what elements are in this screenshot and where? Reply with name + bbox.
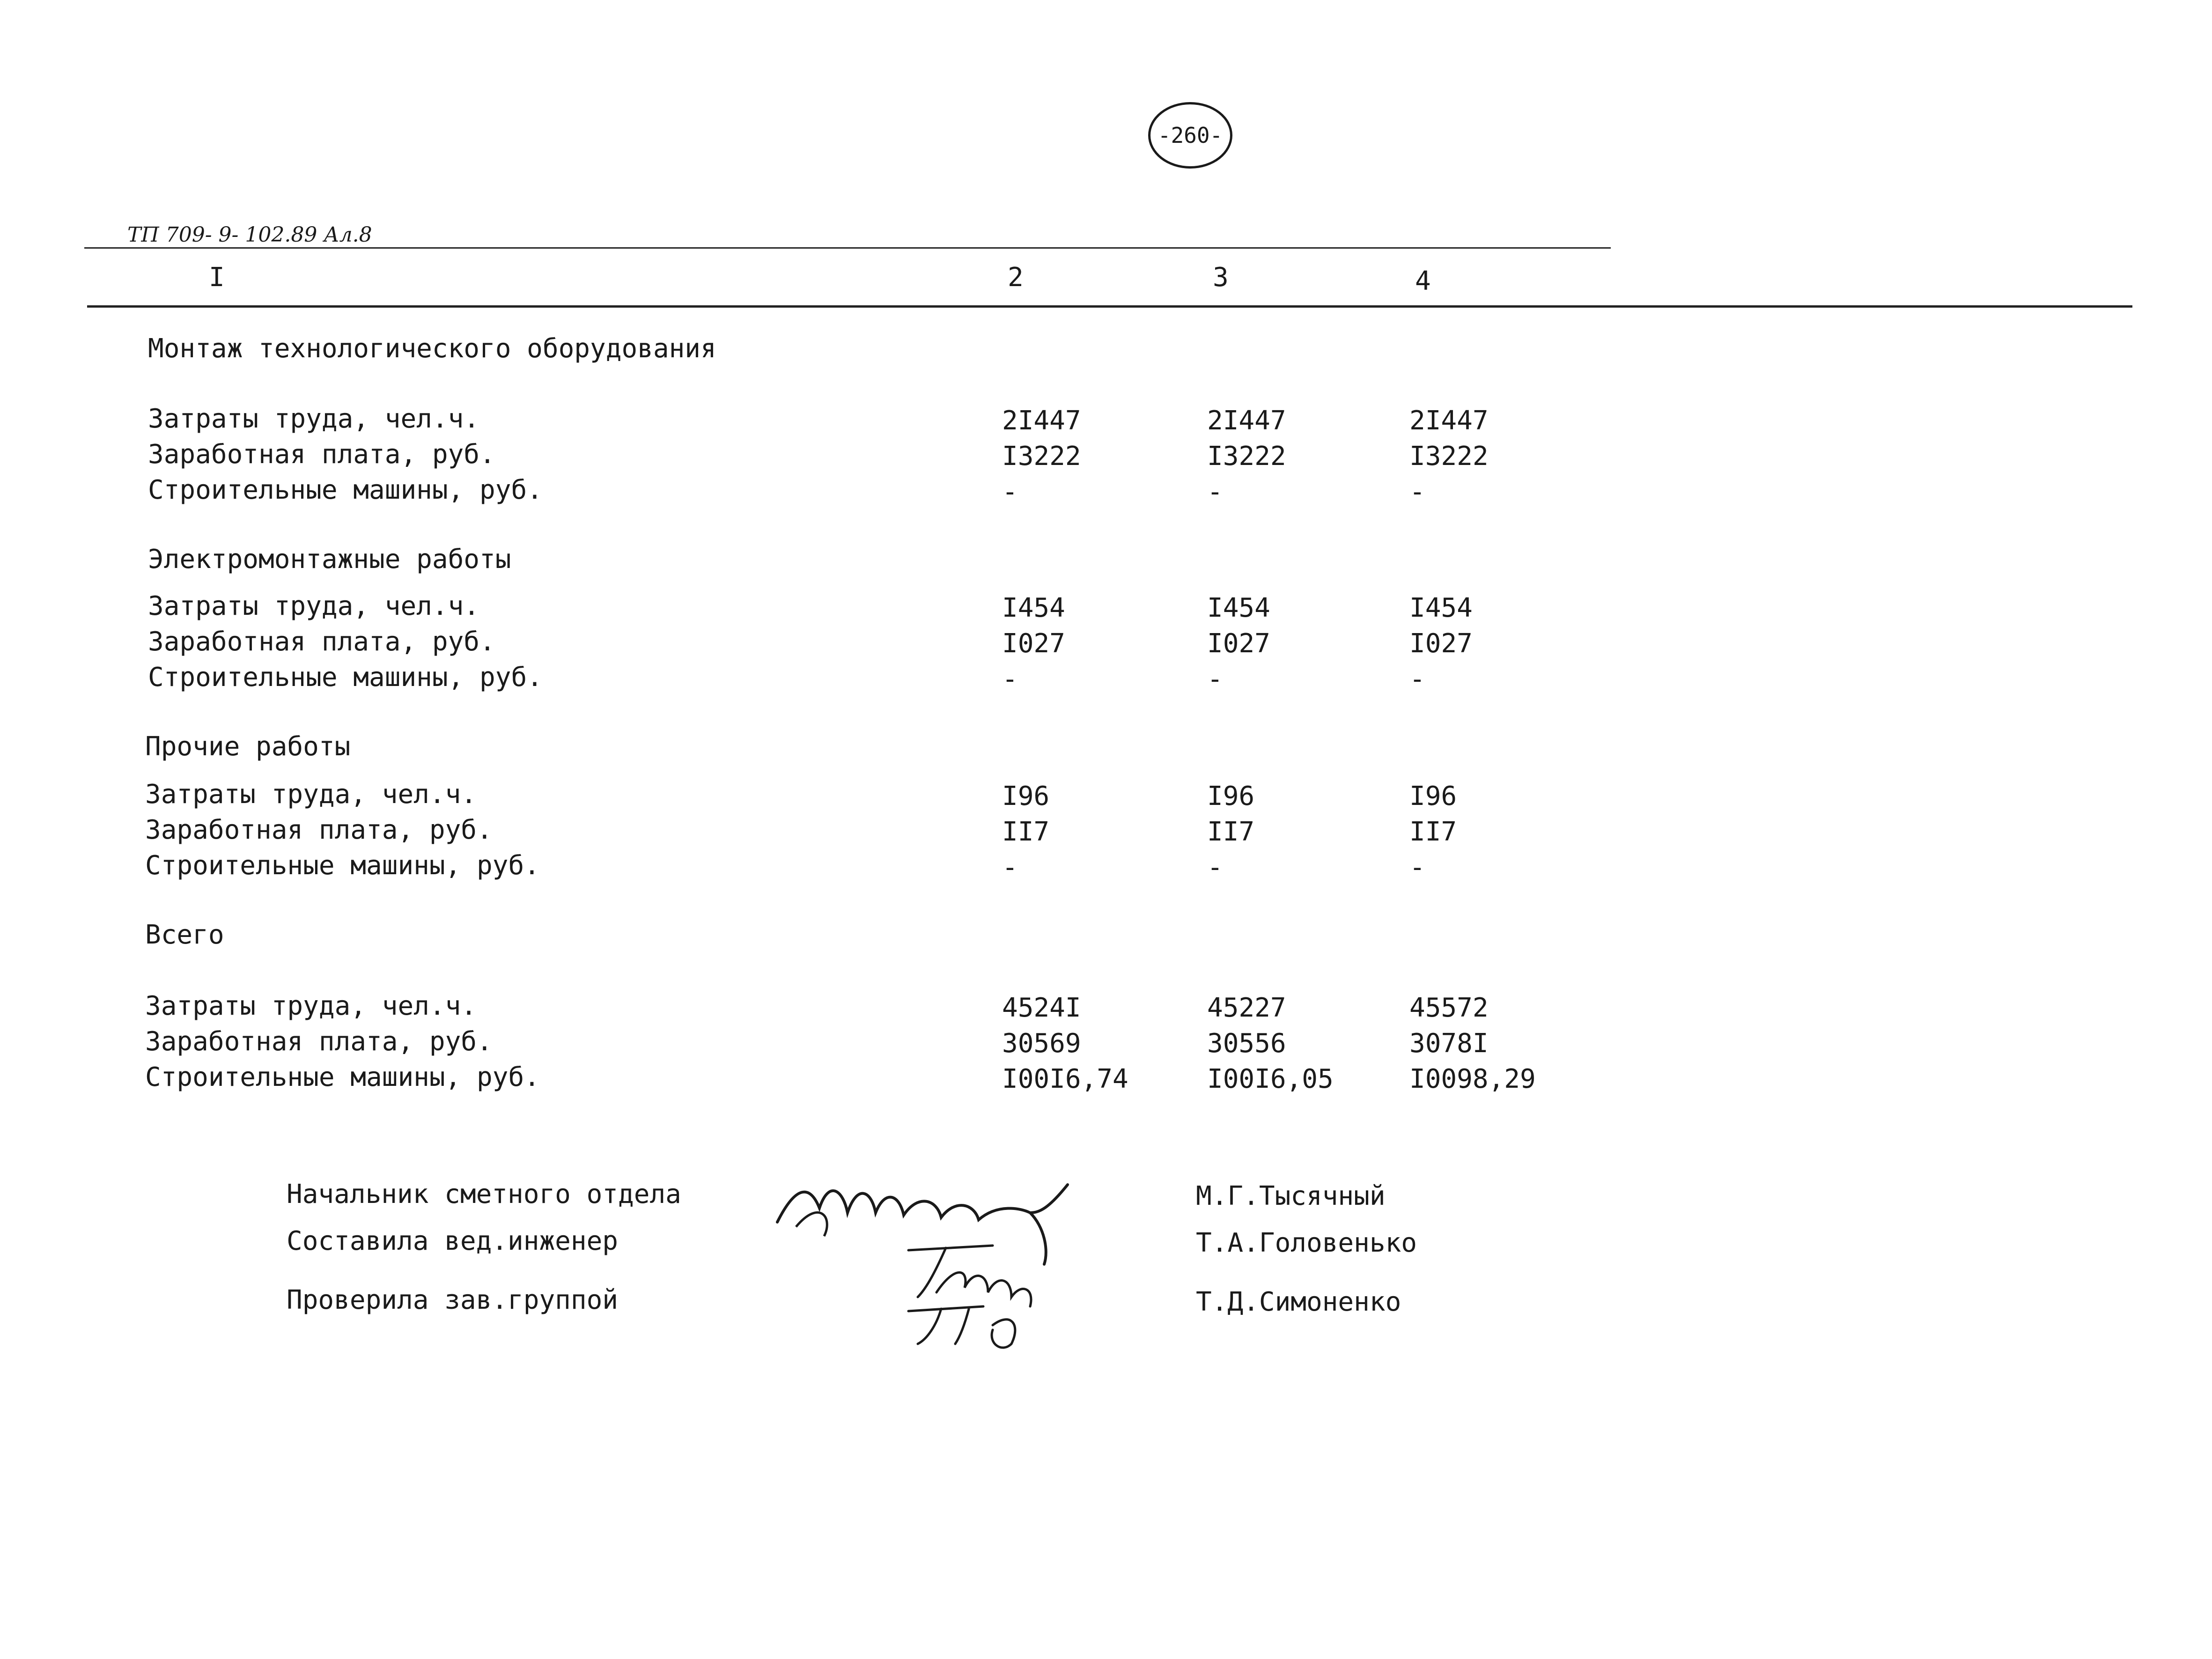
- cell-value: -: [1207, 477, 1223, 507]
- cell-value: I027: [1002, 628, 1065, 659]
- cell-value: II7: [1207, 817, 1255, 847]
- cell-value: II7: [1002, 817, 1050, 847]
- cell-value: 45227: [1207, 993, 1286, 1023]
- cell-value: I454: [1409, 593, 1473, 623]
- signature-role: Составила вед.инженер: [287, 1226, 619, 1256]
- cell-value: I96: [1207, 781, 1255, 811]
- cell-value: 30569: [1002, 1028, 1081, 1059]
- row-label: Затраты труда, чел.ч.: [145, 991, 477, 1021]
- cell-value: 30556: [1207, 1028, 1286, 1059]
- cell-value: 45572: [1409, 993, 1489, 1023]
- page-number: -260-: [1158, 123, 1223, 148]
- document-code: ТП 709- 9- 102.89 Ал.8: [127, 223, 372, 247]
- cell-value: 2I447: [1002, 406, 1081, 436]
- cell-value: -: [1207, 664, 1223, 694]
- section-title: Прочие работы: [145, 731, 351, 762]
- section-title: Электромонтажные работы: [148, 544, 511, 575]
- signature-role: Проверила зав.группой: [287, 1285, 619, 1315]
- signature-name: Т.Д.Симоненко: [1196, 1287, 1401, 1317]
- row-label: Затраты труда, чел.ч.: [148, 591, 480, 621]
- cell-value: -: [1002, 477, 1018, 507]
- cell-value: I454: [1207, 593, 1270, 623]
- row-label: Строительные машины, руб.: [148, 662, 543, 693]
- cell-value: -: [1207, 852, 1223, 883]
- row-label: Строительные машины, руб.: [145, 1062, 540, 1092]
- signature-name: М.Г.Тысячный: [1196, 1181, 1386, 1211]
- cell-value: II7: [1409, 817, 1457, 847]
- page-number-stamp: [1148, 102, 1232, 169]
- cell-value: I3222: [1409, 441, 1489, 472]
- cell-value: -: [1002, 664, 1018, 694]
- cell-value: 2I447: [1207, 406, 1286, 436]
- row-label: Строительные машины, руб.: [148, 475, 543, 505]
- cell-value: I027: [1409, 628, 1473, 659]
- cell-value: -: [1409, 477, 1425, 507]
- cell-value: -: [1409, 664, 1425, 694]
- cell-value: I00I6,05: [1207, 1064, 1334, 1094]
- row-label: Затраты труда, чел.ч.: [145, 779, 477, 810]
- row-label: Затраты труда, чел.ч.: [148, 404, 480, 434]
- cell-value: 2I447: [1409, 406, 1489, 436]
- signature-role: Начальник сметного отдела: [287, 1179, 681, 1209]
- cell-value: I00I6,74: [1002, 1064, 1128, 1094]
- cell-value: -: [1409, 852, 1425, 883]
- cell-value: 3078I: [1409, 1028, 1489, 1059]
- row-label: Заработная плата, руб.: [145, 1026, 493, 1057]
- column-header-3: 3: [1213, 262, 1229, 293]
- column-header-4: 4: [1415, 266, 1431, 296]
- handwritten-signatures: [768, 1157, 1077, 1353]
- cell-value: I0098,29: [1409, 1064, 1536, 1094]
- column-header-1: I: [209, 262, 225, 293]
- row-label: Строительные машины, руб.: [145, 850, 540, 881]
- cell-value: I454: [1002, 593, 1065, 623]
- row-label: Заработная плата, руб.: [145, 815, 493, 845]
- cell-value: I96: [1002, 781, 1050, 811]
- cell-value: -: [1002, 852, 1018, 883]
- signature-name: Т.А.Головенько: [1196, 1228, 1417, 1258]
- cell-value: I96: [1409, 781, 1457, 811]
- row-label: Заработная плата, руб.: [148, 439, 495, 470]
- column-header-2: 2: [1008, 262, 1024, 293]
- section-title: Всего: [145, 920, 224, 950]
- cell-value: 4524I: [1002, 993, 1081, 1023]
- row-label: Заработная плата, руб.: [148, 627, 495, 657]
- cell-value: I027: [1207, 628, 1270, 659]
- cell-value: I3222: [1002, 441, 1081, 472]
- cell-value: I3222: [1207, 441, 1286, 472]
- header-rule-top: [84, 247, 1611, 249]
- section-title: Монтаж технологического оборудования: [148, 333, 716, 364]
- header-rule-bottom: [87, 305, 2132, 308]
